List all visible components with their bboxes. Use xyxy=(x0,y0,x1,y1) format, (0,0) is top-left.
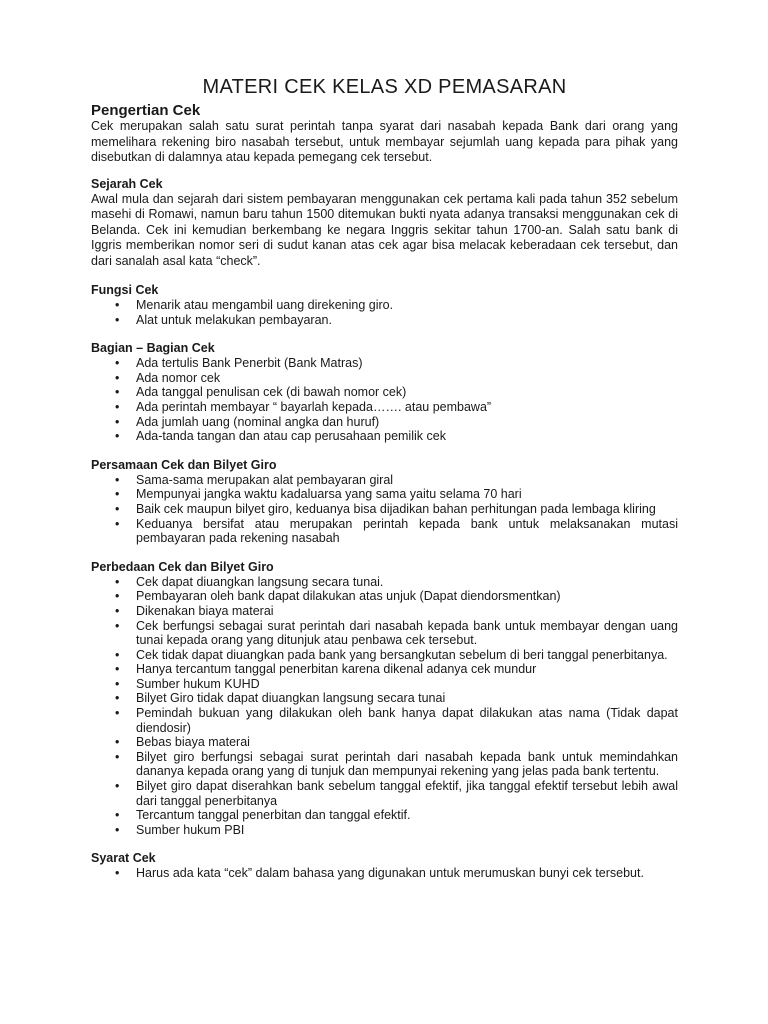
list-item xyxy=(91,604,678,619)
list-item xyxy=(91,298,678,313)
list-item-text: Menarik atau mengambil uang direkening giro. xyxy=(136,298,394,312)
list-item xyxy=(91,589,678,604)
list-item xyxy=(91,517,678,546)
list-item xyxy=(91,371,678,386)
list-item xyxy=(91,808,678,823)
list-item xyxy=(91,735,678,750)
bullet-icon: • xyxy=(115,356,120,371)
list-item-text: Dikenakan biaya materai xyxy=(136,603,274,618)
list-item-text: Cek dapat diuangkan langsung secara tunai. xyxy=(136,574,384,589)
bullet-icon: • xyxy=(115,706,120,721)
bullet-icon: • xyxy=(115,676,120,691)
list-item xyxy=(91,706,678,735)
bullet-icon: • xyxy=(115,298,120,312)
section-paragraph: Awal mula dan sejarah dari sistem pembayaran menggunakan cek pertama kali pada tahun 352 sebelum masehi di Romawi, namun baru tahun 1500 ditemukan bukti nyata adanya transaksi menggunakan cek di Belanda. Cek ini kemudian berkembang ke negara Inggris sekitar tahun 1700-an. Salah satu bank di Iggris memberikan nomor seri di sudut kanan atas cek agar bisa melacak keberadaan cek tersebut, dan dari sanalah asal kata “check”. xyxy=(91,191,678,268)
list-item-text: Hanya tercantum tanggal penerbitan karena dikenal adanya cek mundur xyxy=(136,662,537,677)
list-item-text: Ada tanggal penulisan cek (di bawah nomor cek) xyxy=(136,385,407,400)
list-item xyxy=(91,823,678,838)
bullet-icon: • xyxy=(115,866,120,881)
bullet-icon: • xyxy=(115,691,120,706)
list-item xyxy=(91,473,678,488)
section-heading: Perbedaan Cek dan Bilyet Giro xyxy=(91,559,274,574)
list-item-text: Pembayaran oleh bank dapat dilakukan atas unjuk (Dapat diendorsmentkan) xyxy=(136,589,561,604)
list-item xyxy=(91,750,678,779)
list-item-text: Sumber hukum KUHD xyxy=(136,676,260,691)
bullet-icon: • xyxy=(115,429,120,444)
bullet-icon: • xyxy=(115,399,120,414)
list-item-text: Tercantum tanggal penerbitan dan tanggal efektif. xyxy=(136,808,411,823)
section-paragraph: Cek merupakan salah satu surat perintah tanpa syarat dari nasabah kepada Bank dari orang yang memelihara rekening biro nasabah tersebut, untuk membayar sejumlah uang kepada para pihak yang disebutkan di dalamnya atau kepada pemegang cek tersebut. xyxy=(91,119,678,164)
bullet-icon: • xyxy=(115,312,120,327)
section-heading: Bagian – Bagian Cek xyxy=(91,341,215,356)
bullet-icon: • xyxy=(115,618,120,633)
bullet-icon: • xyxy=(115,501,120,516)
bullet-icon: • xyxy=(115,472,120,487)
list-item-text: Pemindah bukuan yang dilakukan oleh bank hanya dapat dilakukan atas nama (Tidak dapat diendosir) xyxy=(136,706,678,735)
section-sejarah xyxy=(91,177,678,270)
bullet-list xyxy=(91,575,678,838)
list-item-text: Harus ada kata “cek” dalam bahasa yang digunakan untuk merumuskan bunyi cek tersebut. xyxy=(136,866,644,881)
section-heading: Syarat Cek xyxy=(91,851,156,866)
bullet-icon: • xyxy=(115,749,120,764)
bullet-list xyxy=(91,356,678,444)
section-heading: Sejarah Cek xyxy=(91,176,163,191)
list-item-text: Cek berfungsi sebagai surat perintah dari nasabah kepada bank untuk membayar dengan uang tunai kepada orang yang ditunjuk atau penbawa cek tersebut. xyxy=(136,618,678,648)
list-item-text: Baik cek maupun bilyet giro, keduanya bisa dijadikan bahan perhitungan pada lembaga kliring xyxy=(136,501,656,516)
list-item-text: Keduanya bersifat atau merupakan perintah kepada bank untuk melaksanakan mutasi pembayaran pada rekening nasabah xyxy=(136,516,678,546)
list-item-text: Ada tertulis Bank Penerbit (Bank Matras) xyxy=(136,356,363,371)
list-item xyxy=(91,429,678,444)
bullet-icon: • xyxy=(115,779,120,794)
bullet-icon: • xyxy=(115,662,120,677)
list-item-text: Ada perintah membayar “ bayarlah kepada……. atau pembawa” xyxy=(136,399,492,414)
list-item xyxy=(91,779,678,808)
list-item-text: Sumber hukum PBI xyxy=(136,822,245,837)
list-item xyxy=(91,677,678,692)
list-item xyxy=(91,502,678,517)
bullet-icon: • xyxy=(115,414,120,429)
bullet-icon: • xyxy=(115,589,120,604)
bullet-icon: • xyxy=(115,370,120,385)
bullet-icon: • xyxy=(115,822,120,837)
bullet-icon: • xyxy=(115,516,120,531)
section-heading: Fungsi Cek xyxy=(91,283,159,297)
section-pengertian xyxy=(91,102,678,166)
list-item-text: Bilyet giro berfungsi sebagai surat perintah dari nasabah kepada bank untuk memindahkan dananya kepada orang yang di tunjuk dan mempunyai rekening yang jelas pada bank tertentu. xyxy=(136,749,678,779)
list-item xyxy=(91,313,678,328)
section-heading: Pengertian Cek xyxy=(91,102,201,119)
list-item-text: Ada jumlah uang (nominal angka dan huruf) xyxy=(136,414,380,429)
list-item xyxy=(91,662,678,677)
bullet-icon: • xyxy=(115,574,120,589)
section-persamaan xyxy=(91,458,678,546)
list-item xyxy=(91,487,678,502)
list-item-text: Sama-sama merupakan alat pembayaran giral xyxy=(136,472,394,487)
bullet-list xyxy=(91,473,678,546)
bullet-icon: • xyxy=(115,487,120,502)
section-perbedaan xyxy=(91,560,678,838)
list-item xyxy=(91,385,678,400)
section-syarat xyxy=(91,851,678,881)
list-item-text: Bebas biaya materai xyxy=(136,735,250,750)
list-item xyxy=(91,356,678,371)
list-item-text: Cek tidak dapat diuangkan pada bank yang bersangkutan sebelum di beri tanggal penerbitanya. xyxy=(136,647,668,662)
list-item-text: Ada nomor cek xyxy=(136,370,221,385)
list-item-text: Bilyet giro dapat diserahkan bank sebelum tanggal efektif, jika tanggal efektif tersebut lebih awal dari tanggal penerbitanya xyxy=(136,779,678,808)
bullet-icon: • xyxy=(115,808,120,823)
bullet-icon: • xyxy=(115,647,120,662)
bullet-icon: • xyxy=(115,603,120,618)
list-item xyxy=(91,866,678,881)
list-item-text: Mempunyai jangka waktu kadaluarsa yang sama yaitu selama 70 hari xyxy=(136,487,522,502)
list-item xyxy=(91,575,678,590)
section-fungsi xyxy=(91,283,678,327)
list-item xyxy=(91,619,678,648)
list-item xyxy=(91,691,678,706)
bullet-icon: • xyxy=(115,385,120,400)
section-heading: Persamaan Cek dan Bilyet Giro xyxy=(91,457,277,472)
bullet-list xyxy=(91,298,678,327)
bullet-icon: • xyxy=(115,735,120,750)
section-bagian xyxy=(91,341,678,444)
bullet-list xyxy=(91,866,678,881)
list-item xyxy=(91,415,678,430)
list-item-text: Alat untuk melakukan pembayaran. xyxy=(136,312,332,327)
list-item-text: Bilyet Giro tidak dapat diuangkan langsung secara tunai xyxy=(136,691,446,706)
list-item-text: Ada-tanda tangan dan atau cap perusahaan pemilik cek xyxy=(136,429,446,444)
document-title: MATERI CEK KELAS XD PEMASARAN xyxy=(202,76,567,98)
list-item xyxy=(91,648,678,663)
list-item xyxy=(91,400,678,415)
